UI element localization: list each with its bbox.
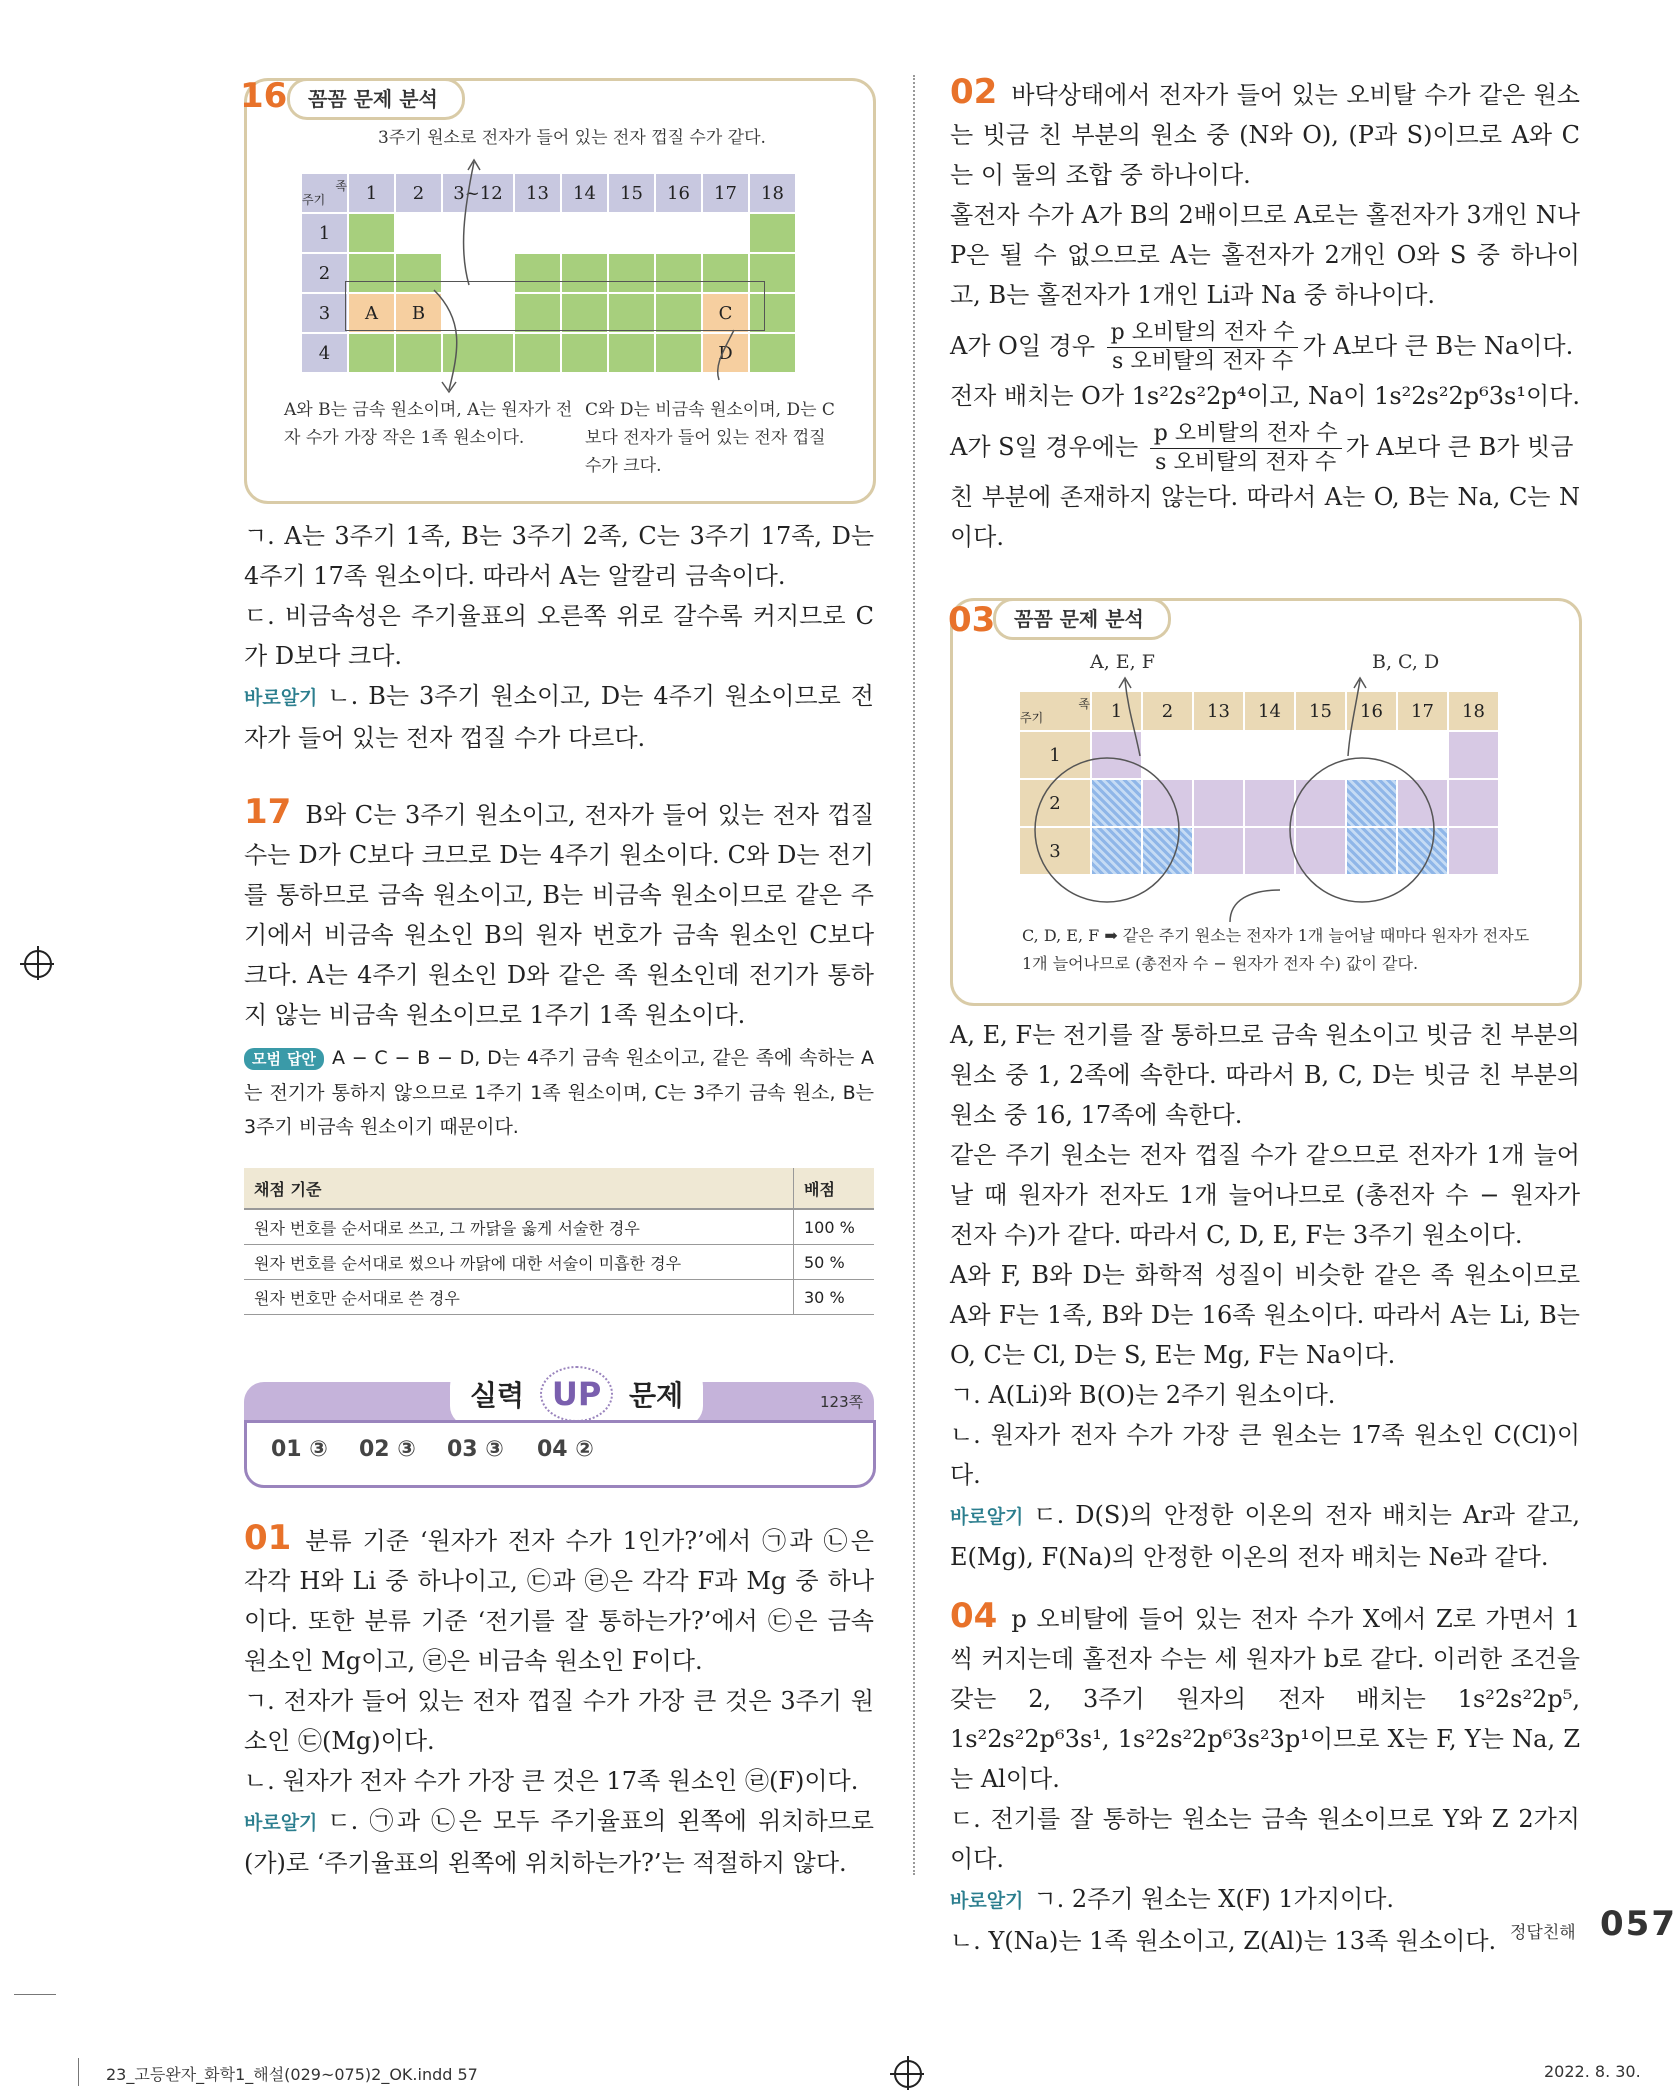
q02-p5-pre: A가 S일 경우에는 (950, 433, 1139, 461)
q17-model (244, 1041, 874, 1144)
q03-p2: 같은 주기 원소는 전자 껍질 수가 같으므로 전자가 1개 늘어날 때 원자가 전자도 1개 늘어나므로 (총전자 수 − 원자가 전자 수)가 같다. 따라서 C, D, E, F는 3주기 원소이다. (950, 1141, 1580, 1249)
up-answer: 04 ② (537, 1437, 594, 1462)
q04-p3 (950, 1879, 1580, 1921)
q01-number: 01 (244, 1518, 292, 1558)
q01-p1-text: 분류 기준 ‘원자가 전자 수가 1인가?’에서 ㉠과 ㉡은 각각 H와 Li 중 하나이고, ㉢과 ㉣은 각각 F과 Mg 중 하나이다. 또한 분류 기준 ‘전기를 잘 통하는가?’에서 ㉢은 금속 원소인 Mg이고, ㉣은 비금속 원소인 F이다. (244, 1527, 874, 1675)
q03-group-18: 18 (1448, 691, 1499, 731)
score-row-criteria: 원자 번호를 순서대로 썼으나 까닭에 대한 서술이 미흡한 경우 (244, 1245, 794, 1280)
q16-corner-group: 족 (335, 179, 347, 193)
q03-p6-text: ㄷ. D(S)의 안정한 이온의 전자 배치는 Ar과 같고, E(Mg), F(Na)의 안정한 이온의 전자 배치는 Ne과 같다. (950, 1501, 1580, 1571)
q03-corner-period: 주기 (1020, 711, 1044, 725)
q03-group-14: 14 (1244, 691, 1295, 731)
q03-p4: ㄱ. A(Li)와 B(O)는 2주기 원소이다. (950, 1381, 1336, 1409)
q17-model-tag: 모범 답안 (244, 1048, 324, 1070)
q03-p3: A와 F, B와 D는 화학적 성질이 비슷한 같은 족 원소이므로 A와 F는 1족, B와 D는 16족 원소이다. 따라서 A는 Li, B는 O, C는 Cl, D는 S, E는 Mg, F는 Na이다. (950, 1261, 1580, 1369)
q16-group-13: 13 (514, 173, 561, 213)
q04-p1-text: p 오비탈에 들어 있는 전자 수가 X에서 Z로 가면서 1씩 커지는데 홀전자 수는 세 원자가 b로 같다. 이러한 조건을 갖는 2, 3주기 원자의 전자 배치는 1s²2s²2p⁵, 1s²2s²2p⁶3s¹, 1s²2s²2p⁶3s²3p¹이므로 X는 F, Y는 Na, Z는 Al이다. (950, 1605, 1580, 1793)
q03-label-left: A, E, F (1090, 651, 1155, 673)
q17-number: 17 (244, 792, 292, 832)
q03-period-1: 1 (1019, 731, 1091, 779)
score-row-points: 50 % (794, 1245, 875, 1280)
q02-p1 (950, 72, 1580, 195)
score-row-criteria: 원자 번호만 순서대로 쓴 경우 (244, 1280, 794, 1315)
q02-frac-num: p 오비탈의 전자 수 (1107, 319, 1299, 348)
column-divider (913, 75, 915, 1875)
q16-group-1: 1 (348, 173, 395, 213)
q02-p3 (950, 319, 1580, 376)
q16-element-d: D (702, 333, 749, 373)
q03-group-15: 15 (1295, 691, 1346, 731)
q03-group-13: 13 (1193, 691, 1244, 731)
q03-p5: ㄴ. 원자가 전자 수가 가장 큰 원소는 17족 원소인 C(Cl)이다. (950, 1421, 1580, 1489)
q16-p2: ㄷ. 비금속성은 주기율표의 오른쪽 위로 갈수록 커지므로 C가 D보다 크다. (244, 602, 874, 670)
print-date: 2022. 8. 30. (1544, 2062, 1641, 2081)
q16-p3 (244, 676, 874, 758)
q03-corner-group: 족 (1078, 697, 1090, 711)
up-title (450, 1366, 703, 1426)
q03-p1: A, E, F는 전기를 잘 통하므로 금속 원소이고 빗금 친 부분의 원소 중 1, 2족에 속한다. 따라서 B, C, D는 빗금 친 부분의 원소 중 16, 17족에 속한다. (950, 1021, 1580, 1129)
score-row-criteria: 원자 번호를 순서대로 쓰고, 그 까닭을 옳게 서술한 경우 (244, 1209, 794, 1245)
q16-period-4: 4 (301, 333, 348, 373)
up-title-left: 실력 (470, 1379, 525, 1412)
up-answer: 02 ③ (359, 1437, 416, 1462)
q16-corner-period: 주기 (302, 193, 326, 207)
up-title-right: 문제 (629, 1379, 684, 1412)
q03-circles-arrows (950, 660, 1580, 930)
q16-period-2: 2 (301, 253, 348, 293)
q02-fraction-2 (1150, 420, 1342, 477)
q03-group-2: 2 (1142, 691, 1193, 731)
q01-p4 (244, 1801, 874, 1883)
q16-element-a: A (348, 293, 395, 333)
q16-tag: 꼼꼼 문제 분석 (287, 78, 465, 120)
q01-p4-text: ㄷ. ㉠과 ㉡은 모두 주기율표의 왼쪽에 위치하므로 (가)로 ‘주기율표의 왼쪽에 위치하는가?’는 적절하지 않다. (244, 1807, 874, 1877)
q04-number: 04 (950, 1596, 998, 1636)
q17-score-table (244, 1168, 874, 1315)
q02-frac-den-2: s 오비탈의 전자 수 (1155, 450, 1337, 475)
q03-label-right: B, C, D (1372, 651, 1440, 673)
q01-p1 (244, 1518, 874, 1681)
page-label: 정답친해 (1510, 1923, 1576, 1943)
q01-p2: ㄱ. 전자가 들어 있는 전자 껍질 수가 가장 큰 것은 3주기 원소인 ㉢(Mg)이다. (244, 1687, 874, 1755)
score-header-points: 배점 (794, 1168, 875, 1209)
registration-mark-icon (24, 950, 52, 978)
score-header-criteria: 채점 기준 (244, 1168, 794, 1209)
q17-model-answer: A − C − B − D, D는 4주기 금속 원소이고, 같은 족에 속하는 A는 전기가 통하지 않으므로 1주기 1족 원소이며, C는 3주기 금속 원소, B는 3주기 비금속 원소이기 때문이다. (244, 1047, 875, 1138)
q02-frac-num-2: p 오비탈의 전자 수 (1150, 420, 1342, 449)
footer-rule (14, 1994, 56, 1995)
q02-p2: 홀전자 수가 A가 B의 2배이므로 A로는 홀전자가 3개인 N나 P은 될 수 없으므로 A는 홀전자가 2개인 O와 S 중 하나이고, B는 홀전자가 1개인 Li과 Na 중 하나이다. (950, 201, 1580, 309)
q16-element-b: B (395, 293, 442, 333)
q16-period-1: 1 (301, 213, 348, 253)
q16-element-c: C (702, 293, 749, 333)
q04-p4: ㄴ. Y(Na)는 1족 원소이고, Z(Al)는 13족 원소이다. (950, 1927, 1497, 1955)
q04-baro-label: 바로알기 (950, 1890, 1024, 1912)
q17-body (244, 792, 874, 1035)
page-number: 057 (1600, 1904, 1677, 1944)
q03-period-2: 2 (1019, 779, 1091, 827)
q03-period-3: 3 (1019, 827, 1091, 875)
score-row-points: 100 % (794, 1209, 875, 1245)
up-answers-box (244, 1420, 876, 1488)
q16-arrows (244, 150, 874, 410)
q03-group-16: 16 (1346, 691, 1397, 731)
q16-note-left: A와 B는 금속 원소이며, A는 원자가 전자 수가 가장 작은 1족 원소이다. (284, 400, 573, 448)
up-title-mid: UP (540, 1366, 613, 1422)
file-name: 23_고등완자_화학1_해설(029~075)2_OK.indd 57 (106, 2065, 478, 2084)
q01-baro-label: 바로알기 (244, 1812, 318, 1834)
q16-note-top: 3주기 원소로 전자가 들어 있는 전자 껍질 수가 같다. (378, 128, 766, 148)
q02-p1-text: 바닥상태에서 전자가 들어 있는 오비탈 수가 같은 원소는 빗금 친 부분의 원소 중 (N와 O), (P과 S)이므로 A와 C는 이 둘의 조합 중 하나이다. (950, 81, 1580, 189)
q16-number: 16 (240, 76, 288, 116)
q16-group-15: 15 (608, 173, 655, 213)
q02-frac-den: s 오비탈의 전자 수 (1112, 349, 1294, 374)
q16-group-16: 16 (655, 173, 702, 213)
footer-tick (78, 2058, 79, 2086)
q16-group-14: 14 (561, 173, 608, 213)
up-answer: 01 ③ (271, 1437, 328, 1462)
q03-note: C, D, E, F ➡ 같은 주기 원소는 전자가 1개 늘어날 때마다 원자가 전자도 1개 늘어나므로 (총전자 수 − 원자가 전자 수) 값이 같다. (1022, 926, 1530, 973)
registration-mark-icon (894, 2060, 922, 2088)
q16-p3-text: ㄴ. B는 3주기 원소이고, D는 4주기 원소이므로 전자가 들어 있는 전자 껍질 수가 다르다. (244, 682, 874, 752)
q03-group-1: 1 (1091, 691, 1142, 731)
q03-baro-label: 바로알기 (950, 1506, 1024, 1528)
q03-p6 (950, 1495, 1580, 1577)
q02-number: 02 (950, 72, 998, 112)
q04-p2: ㄷ. 전기를 잘 통하는 원소는 금속 원소이므로 Y와 Z 2가지이다. (950, 1805, 1580, 1873)
q16-p1: ㄱ. A는 3주기 1족, B는 3주기 2족, C는 3주기 17족, D는 4주기 17족 원소이다. 따라서 A는 알칼리 금속이다. (244, 522, 874, 590)
up-page-ref: 123쪽 (820, 1393, 864, 1411)
q16-baro-label: 바로알기 (244, 687, 318, 709)
q16-note-right: C와 D는 비금속 원소이며, D는 C보다 전자가 들어 있는 전자 껍질 수가 크다. (585, 400, 835, 476)
q03-tag: 꼼꼼 문제 분석 (993, 598, 1171, 640)
q04-p3-text: ㄱ. 2주기 원소는 X(F) 1가지이다. (1033, 1885, 1395, 1913)
q02-p5-post: 가 A보다 큰 B가 빗금 (1345, 433, 1574, 461)
q16-group-17: 17 (702, 173, 749, 213)
q02-p6: 친 부분에 존재하지 않는다. 따라서 A는 O, B는 Na, C는 N이다. (950, 483, 1580, 551)
q04-p1 (950, 1596, 1580, 1799)
q03-group-17: 17 (1397, 691, 1448, 731)
q03-number: 03 (948, 600, 996, 640)
q02-p5 (950, 420, 1580, 477)
q02-p4: 전자 배치는 O가 1s²2s²2p⁴이고, Na이 1s²2s²2p⁶3s¹이다. (950, 382, 1580, 410)
q02-p3-pre: A가 O일 경우 (950, 332, 1096, 360)
q16-group-3-12: 3~12 (442, 173, 514, 213)
score-row-points: 30 % (794, 1280, 875, 1315)
q02-fraction (1107, 319, 1299, 376)
q17-text: B와 C는 3주기 원소이고, 전자가 들어 있는 전자 껍질 수는 D가 C보다 크므로 D는 4주기 원소이다. C와 D는 전기를 통하므로 금속 원소이고, B는 비금속 원소이므로 같은 주기에서 비금속 원소인 B의 원자 번호가 금속 원소인 C보다 크다. A는 4주기 원소인 D와 같은 족 원소인데 전기가 통하지 않는 비금속 원소이므로 1주기 1족 원소이다. (244, 801, 874, 1029)
q16-group-18: 18 (749, 173, 796, 213)
q02-p3-post: 가 A보다 큰 B는 Na이다. (1302, 332, 1574, 360)
q01-p3: ㄴ. 원자가 전자 수가 가장 큰 것은 17족 원소인 ㉣(F)이다. (244, 1767, 859, 1795)
q16-period-3: 3 (301, 293, 348, 333)
up-answer: 03 ③ (447, 1437, 504, 1462)
q16-group-2: 2 (395, 173, 442, 213)
